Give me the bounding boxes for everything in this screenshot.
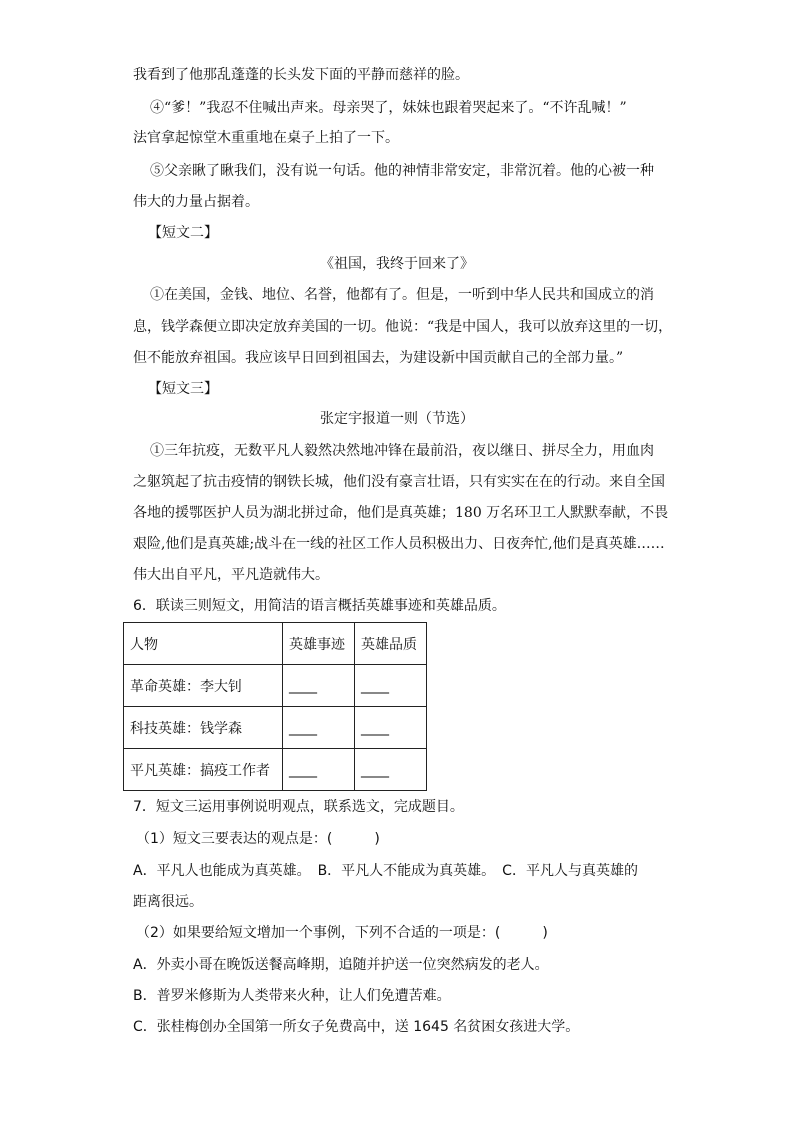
passage1-para5-line1: ⑤父亲瞅了瞅我们，没有说一句话。他的神情非常安定，非常沉着。他的心被一种 [150, 163, 654, 179]
table-header-cell: 人物 [124, 623, 283, 665]
table-header-cell: 英雄事迹 [283, 623, 355, 665]
passage3-title: 张定宇报道一则（节选） [320, 411, 474, 427]
question7-sub1: （1）短文三要表达的观点是：( ) [136, 831, 380, 847]
passage1-line: 我看到了他那乱蓬蓬的长头发下面的平静而慈祥的脸。 [133, 67, 469, 83]
passage2-label: 【短文二】 [148, 225, 218, 241]
passage1-para4-line1: ④“爹！”我忍不住喊出声来。母亲哭了，妹妹也跟着哭起来了。“不许乱喊！” [150, 100, 627, 116]
passage2-line2: 息，钱学森便立即决定放弃美国的一切。他说：“我是中国人，我可以放弃这里的一切， [133, 319, 673, 335]
table-row [124, 749, 427, 791]
table-cell: 革命英雄：李大钊 [124, 665, 283, 707]
table-cell: 科技英雄：钱学森 [124, 707, 283, 749]
passage3-line4: 艰险,他们是真英雄;战斗在一线的社区工作人员积极出力、日夜奔忙,他们是真英雄…… [133, 536, 665, 552]
passage1-para5-line2: 伟大的力量占据着。 [133, 194, 259, 210]
table-header-row [124, 623, 427, 665]
answer-blank[interactable]: ____ [355, 665, 427, 707]
passage3-line3: 各地的援鄂医护人员为湖北拼过命，他们是真英雄；180 万名环卫工人默默奉献，不畏 [133, 505, 669, 521]
table-header-cell: 英雄品质 [355, 623, 427, 665]
passage2-title: 《祖国，我终于回来了》 [320, 256, 474, 272]
table-row [124, 665, 427, 707]
question7-sub1-options-line2: 距离很远。 [133, 894, 203, 910]
table-cell: 平凡英雄：搞疫工作者 [124, 749, 283, 791]
answer-blank[interactable]: ____ [355, 707, 427, 749]
table-row [124, 707, 427, 749]
passage3-line1: ①三年抗疫，无数平凡人毅然决然地冲锋在最前沿，夜以继日、拼尽全力，用血肉 [150, 443, 654, 459]
hero-table [123, 622, 427, 791]
answer-blank[interactable]: ____ [283, 749, 355, 791]
question6-text: 6．联读三则短文，用简洁的语言概括英雄事迹和英雄品质。 [133, 598, 506, 614]
answer-blank[interactable]: ____ [355, 749, 427, 791]
question7-option-a: A．外卖小哥在晚饭送餐高峰期，追随并护送一位突然病发的老人。 [133, 957, 549, 973]
question7-text: 7．短文三运用事例说明观点，联系选文，完成题目。 [133, 799, 464, 815]
passage3-label: 【短文三】 [148, 381, 218, 397]
question7-sub2: （2）如果要给短文增加一个事例，下列不合适的一项是：( ) [136, 925, 548, 941]
question7-sub1-options-line1: A．平凡人也能成为真英雄。 B．平凡人不能成为真英雄。 C．平凡人与真英雄的 [133, 863, 638, 879]
question7-option-c: C．张桂梅创办全国第一所女子免费高中，送 1645 名贫困女孩进大学。 [133, 1019, 580, 1035]
passage3-line2: 之躯筑起了抗击疫情的钢铁长城，他们没有豪言壮语，只有实实在在的行动。来自全国 [133, 474, 665, 490]
passage3-line5: 伟大出自平凡，平凡造就伟大。 [133, 567, 329, 583]
answer-blank[interactable]: ____ [283, 665, 355, 707]
passage2-line3: 但不能放弃祖国。我应该早日回到祖国去，为建设新中国贡献自己的全部力量。” [133, 350, 624, 366]
passage2-line1: ①在美国，金钱、地位、名誉，他都有了。但是，一听到中华人民共和国成立的消 [150, 287, 654, 303]
answer-blank[interactable]: ____ [283, 707, 355, 749]
question7-option-b: B．普罗米修斯为人类带来火种，让人们免遭苦难。 [133, 988, 451, 1004]
passage1-para4-line2: 法官拿起惊堂木重重地在桌子上拍了一下。 [133, 130, 399, 146]
